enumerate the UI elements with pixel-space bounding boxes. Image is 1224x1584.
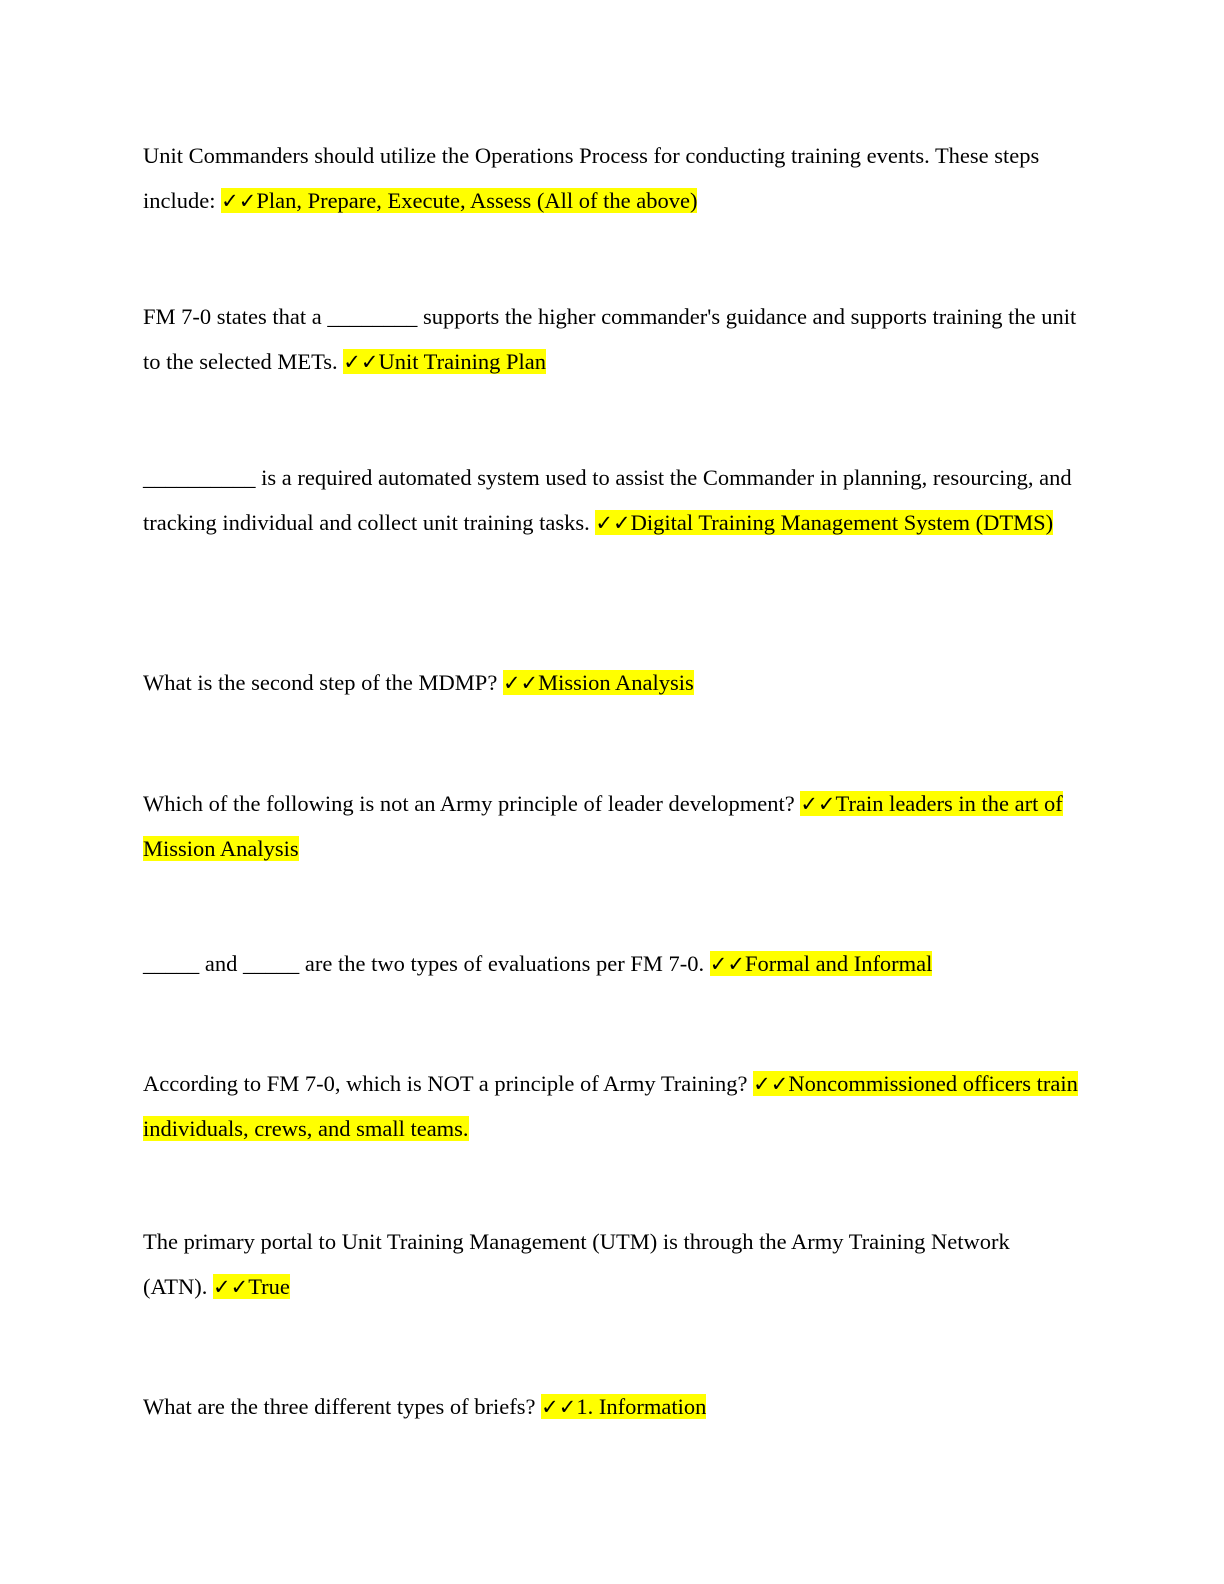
answer-text: True [248,1273,290,1299]
double-check-icon: ✓✓ [709,952,745,976]
answer-text: Unit Training Plan [378,348,546,374]
double-check-icon: ✓✓ [595,510,631,535]
answer-text: Formal and Informal [744,951,933,976]
double-check-icon: ✓✓ [221,188,257,213]
question-text: __________ is a required automated system used to assist the Commander in planning, resourcing, and tracking individual and collect unit training tasks. [143,465,1072,535]
answer-text: Train leaders in the art of Mission Analysis [143,791,1063,861]
question-text: What are the three different types of briefs? [143,1394,542,1419]
qa-item [143,1220,1078,1309]
qa-item [143,942,1078,987]
answer-highlight [595,510,1053,535]
answer-text: 1. Information [576,1394,707,1419]
qa-item [143,295,1078,384]
qa-item [143,661,1078,706]
question-text: _____ and _____ are the two types of evaluations per FM 7-0. [143,951,710,976]
answer-highlight [343,349,546,374]
double-check-icon: ✓✓ [541,1395,577,1419]
qa-item [143,134,1078,223]
question-text: Which of the following is not an Army principle of leader development? [143,791,801,816]
question-text: Unit Commanders should utilize the Operations Process for conducting training events. These steps include: [143,143,1040,213]
question-text: What is the second step of the MDMP? [143,670,503,695]
answer-highlight [503,670,694,695]
answer-highlight [710,951,933,976]
qa-item [143,782,1078,871]
answer-highlight [221,188,697,213]
answer-text: Noncommissioned officers train individuals, crews, and small teams. [143,1071,1078,1141]
double-check-icon: ✓✓ [800,792,836,816]
answer-highlight [213,1274,290,1299]
qa-item [143,456,1078,545]
question-text: The primary portal to Unit Training Management (UTM) is through the Army Training Network (ATN). [143,1229,1010,1299]
qa-item [143,1385,1078,1430]
answer-text: Mission Analysis [538,670,694,695]
double-check-icon: ✓✓ [502,671,539,695]
answer-highlight [541,1394,706,1419]
double-check-icon: ✓✓ [753,1072,789,1096]
double-check-icon: ✓✓ [212,1274,249,1299]
qa-item [143,1062,1078,1151]
question-text: According to FM 7-0, which is NOT a principle of Army Training? [143,1071,754,1096]
question-text: FM 7-0 states that a ________ supports the higher commander's guidance and supports training the unit to the selected METs. [143,304,1077,374]
double-check-icon: ✓✓ [343,349,379,374]
answer-text: Plan, Prepare, Execute, Assess (All of the above) [256,187,698,213]
answer-text: Digital Training Management System (DTMS) [630,509,1054,535]
